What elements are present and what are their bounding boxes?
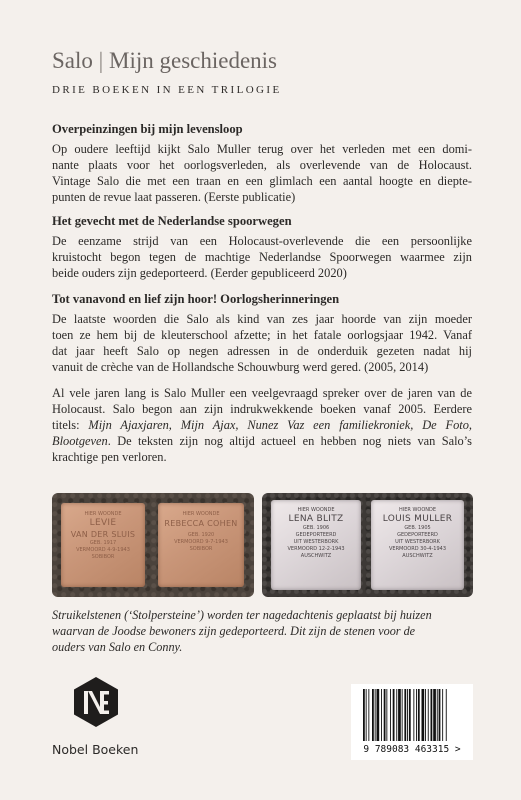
barcode-bar — [393, 689, 395, 741]
title-rest: Mijn geschiedenis — [109, 48, 277, 73]
barcode-bar — [413, 689, 414, 741]
stone-name: LEVIE — [89, 518, 117, 528]
stone-name: REBECCA COHEN — [164, 519, 238, 528]
section-heading-1: Overpeinzingen bij mijn levensloop — [52, 122, 243, 136]
body-line: krachtige pen verloren. — [52, 450, 167, 464]
body-line: Al vele jaren lang is Salo Muller een veelgevraagd spreker over de jaren van de — [52, 386, 472, 400]
section-heading-3: Tot vanavond en lief zijn hoor! Oorlogsherinneringen — [52, 292, 340, 306]
stone-line: AUSCHWITZ — [402, 553, 433, 559]
barcode-bar — [402, 689, 403, 741]
caption-line: waarvan de Joodse bewoners zijn gedeporteerd. Dit zijn de stenen voor de — [52, 624, 416, 638]
barcode-bar — [407, 689, 408, 741]
stone-name: LENA BLITZ — [288, 514, 344, 524]
stone-born: GEB. 1917 — [89, 540, 117, 546]
stone-name: VAN DER SLUIS — [70, 530, 136, 539]
barcode-bar — [386, 689, 387, 741]
stone-header: HIER WOONDE — [398, 507, 437, 513]
stone-line: VERMOORD 9-7-1943 — [174, 539, 228, 545]
body-line: Holocaust. Salo begon aan zijn indrukwekkende boeken vanaf 2005. Eerdere — [52, 402, 472, 416]
book-subtitle: DRIE BOEKEN IN EEN TRILOGIE — [52, 84, 282, 96]
stone-line: GEDEPORTEERD — [295, 532, 337, 538]
stone-louis-muller — [371, 500, 464, 590]
barcode-bar — [446, 689, 447, 741]
nobel-boeken-logo-icon — [70, 676, 122, 728]
section-heading-2: Het gevecht met de Nederlandse spoorwegen — [52, 214, 292, 228]
stone-line: UIT WESTERBORK — [395, 539, 440, 545]
barcode-bar — [366, 689, 367, 741]
stone-line: VERMOORD 12-2-1943 — [287, 546, 345, 552]
stone-line: VERMOORD 4-9-1943 — [76, 547, 130, 553]
stone-levie — [61, 503, 145, 587]
barcode-bar — [404, 689, 406, 741]
isbn-number: 9 789083 463315 > — [363, 744, 461, 755]
body-line: kruistocht begon tegen de machtige Nederlandse Spoorwegen waarmee zijn — [52, 250, 472, 264]
barcode-bar — [372, 689, 374, 741]
body-text: . De teksten zijn nog altijd actueel en hebben nog niets van Salo’s — [107, 434, 472, 448]
book-titles: Mijn Ajaxjaren, Mijn Ajax, Nunez Vaz een familiekroniek, De Foto, — [88, 418, 472, 432]
book-title — [52, 48, 277, 74]
body-line: De eenzame strijd van een Holocaust-overlevende die een persoonlijke — [52, 234, 472, 248]
stolpersteine-photo-left — [52, 493, 254, 597]
body-line — [52, 417, 472, 433]
body-line: beide ouders zijn gedeporteerd. (Eerder gepubliceerd 2020) — [52, 266, 347, 280]
title-separator: | — [98, 48, 104, 73]
barcode-bar — [384, 689, 386, 741]
caption-line: Struikelstenen (‘Stolpersteine’) worden ter nagedachtenis geplaatst bij huizen — [52, 608, 432, 622]
closing-paragraph — [52, 385, 472, 465]
barcode-bar — [368, 689, 369, 741]
stone-line: VERMOORD 30-4-1943 — [388, 546, 447, 552]
barcode-bar — [422, 689, 425, 741]
body-line — [52, 433, 472, 449]
body-line: punten de revue laat passeren. (Eerste publicatie) — [52, 190, 296, 204]
stone-header: HIER WOONDE — [297, 507, 335, 513]
photo-caption — [52, 607, 472, 655]
stone-header: HIER WOONDE — [182, 511, 220, 517]
barcode-bars — [359, 689, 465, 743]
body-line: De laatste woorden die Salo als kind van zes jaar hoorde van zijn moeder — [52, 312, 472, 326]
section-body-2 — [52, 233, 472, 281]
isbn-barcode — [351, 684, 473, 760]
caption-line: ouders van Salo en Conny. — [52, 640, 183, 654]
stone-born: GEB. 1906 — [302, 525, 330, 531]
stone-born: GEB. 1920 — [187, 532, 215, 538]
body-line: toen ze hem bij de kleuterschool afzette; in het fatale oorlogsjaar 1942. Vanaf — [52, 328, 472, 342]
stone-name: LOUIS MULLER — [382, 514, 453, 524]
title-main: Salo — [52, 48, 93, 73]
barcode-bar — [409, 689, 411, 741]
stone-header: HIER WOONDE — [84, 511, 122, 517]
barcode-bar — [396, 689, 397, 741]
stone-line: GEDEPORTEERD — [397, 532, 438, 538]
body-line: Op oudere leeftijd kijkt Salo Muller terug over het verleden met een domi- — [52, 142, 472, 156]
stone-line: AUSCHWITZ — [300, 553, 332, 559]
body-line: nante plaats voor het oorlogsverleden, als overlevende van de Holocaust. — [52, 158, 472, 172]
barcode-bar — [425, 689, 426, 741]
stone-line: SOBIBOR — [91, 554, 115, 560]
stone-line: SOBIBOR — [189, 546, 213, 552]
barcode-bar — [442, 689, 443, 741]
stone-line: UIT WESTERBORK — [293, 539, 339, 545]
barcode-bar — [439, 689, 441, 741]
stone-rebecca — [158, 503, 244, 587]
section-body-3 — [52, 311, 472, 375]
barcode-bar — [433, 689, 436, 741]
barcode-bar — [390, 689, 391, 741]
barcode-bar — [381, 689, 382, 741]
body-line: vanuit de crèche van de Hollandsche Schouwburg werd gered. (2005, 2014) — [52, 360, 429, 374]
body-line: dat jaar heeft Salo op negen adressen in de onderduik gezeten nadat hij — [52, 344, 472, 358]
barcode-bar — [416, 689, 417, 741]
titles-prefix: titels: — [52, 418, 89, 432]
section-body-1 — [52, 141, 472, 205]
barcode-bar — [375, 689, 376, 741]
barcode-bar — [437, 689, 438, 741]
barcode-bar — [363, 689, 365, 741]
stone-born: GEB. 1905 — [404, 525, 431, 531]
book-title-blootgeven: Blootgeven — [52, 434, 108, 448]
barcode-bar — [398, 689, 401, 741]
publisher-name: Nobel Boeken — [52, 742, 139, 757]
barcode-bar — [377, 689, 380, 741]
barcode-bar — [418, 689, 420, 741]
body-line: Vintage Salo die met een traan en een glimlach een aantal hoogte en diepte- — [52, 174, 472, 188]
stone-lena-blitz — [271, 500, 361, 590]
barcode-bar — [431, 689, 433, 741]
barcode-bar — [428, 689, 429, 741]
stolpersteine-photo-right — [262, 493, 473, 597]
